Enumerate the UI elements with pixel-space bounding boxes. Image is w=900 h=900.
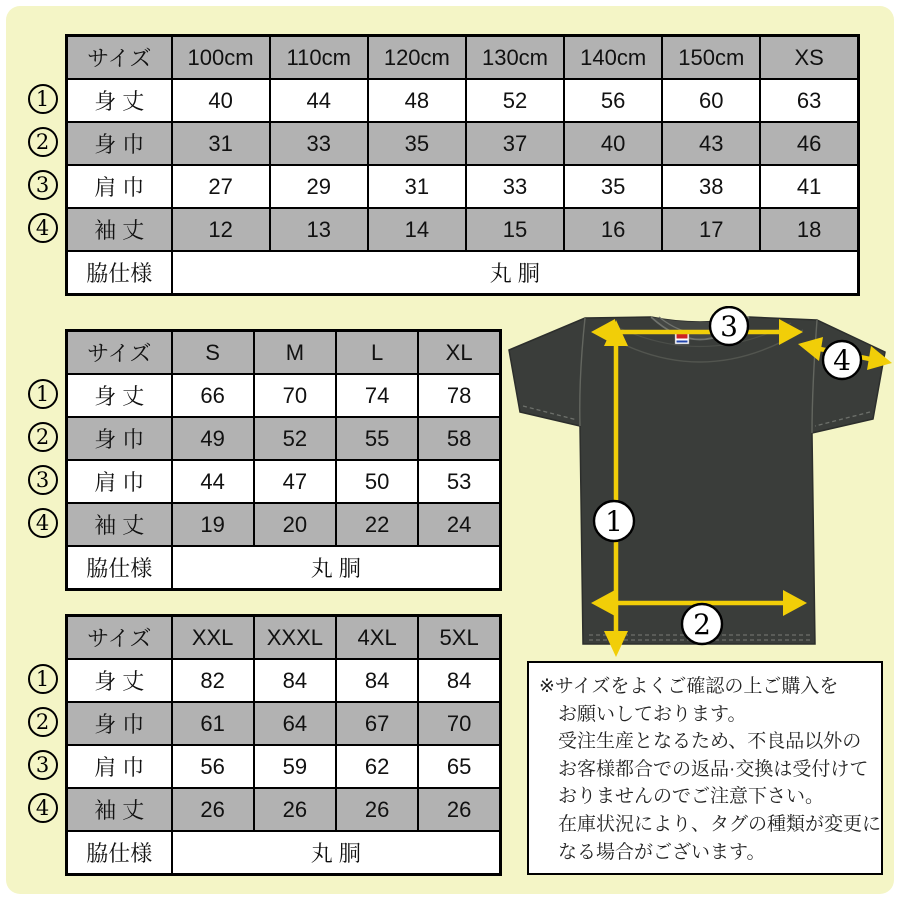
row-label-cell: 肩 巾 [67,165,172,208]
measurement-cell: 58 [418,417,500,460]
size-column-header: XL [418,331,500,375]
svg-text:3: 3 [720,310,738,343]
measurement-cell: 49 [172,417,254,460]
size-table-section-big [20,614,502,876]
size-column-header: 5XL [418,616,500,660]
measurement-cell: 31 [368,165,466,208]
measurement-cell: 52 [466,79,564,122]
circled-number: 2 [28,127,58,157]
row-label-cell: 身 巾 [67,702,172,745]
measurement-cell: 78 [418,374,500,417]
measurement-cell: 50 [336,460,418,503]
measurement-cell: 27 [172,165,270,208]
circled-number: 1 [28,379,58,409]
size-column-header: 100cm [172,36,270,80]
size-table-section-kids [20,34,860,296]
side-spec-value-cell: 丸 胴 [172,251,859,295]
measure-number-slot [20,657,65,700]
size-column-header: XXXL [254,616,336,660]
measurement-cell: 52 [254,417,336,460]
measurement-cell: 26 [254,788,336,831]
measure-number-slot [20,372,65,415]
measurement-cell: 26 [418,788,500,831]
measurement-cell: 35 [368,122,466,165]
measure-number-column [20,614,65,876]
row-label-cell: 身 巾 [67,122,172,165]
row-label-cell: 袖 丈 [67,208,172,251]
size-column-header: 130cm [466,36,564,80]
measurement-cell: 55 [336,417,418,460]
size-column-header: 150cm [662,36,760,80]
size-column-header: XXL [172,616,254,660]
size-header-cell: サイズ [67,331,172,375]
measure-number-slot [20,415,65,458]
measurement-cell: 18 [760,208,858,251]
notice-line: お願いしております。 [558,703,747,725]
measurement-cell: 13 [270,208,368,251]
row-label-cell: 身 丈 [67,374,172,417]
measurement-cell: 65 [418,745,500,788]
marker-4 [823,341,861,379]
size-table-big [65,614,502,876]
measurement-cell: 84 [336,659,418,702]
measurement-cell: 22 [336,503,418,546]
measurement-cell: 62 [336,745,418,788]
measurement-cell: 53 [418,460,500,503]
measurement-cell: 60 [662,79,760,122]
measurement-cell: 17 [662,208,760,251]
circled-number: 2 [28,422,58,452]
measurement-cell: 43 [662,122,760,165]
measure-number-slot [20,206,65,249]
measurement-cell: 64 [254,702,336,745]
measurement-cell: 70 [418,702,500,745]
measurement-cell: 12 [172,208,270,251]
measurement-cell: 26 [172,788,254,831]
size-table-adult [65,329,502,591]
measurement-cell: 74 [336,374,418,417]
measurement-cell: 31 [172,122,270,165]
side-spec-label-cell: 脇仕様 [67,831,172,875]
size-column-header: XS [760,36,858,80]
circled-number: 1 [28,664,58,694]
measurement-cell: 15 [466,208,564,251]
side-spec-value-cell: 丸 胴 [172,546,501,590]
row-label-cell: 身 丈 [67,659,172,702]
measurement-cell: 40 [172,79,270,122]
circled-number: 2 [28,707,58,737]
circled-number: 1 [28,84,58,114]
measurement-cell: 14 [368,208,466,251]
size-header-cell: サイズ [67,616,172,660]
svg-text:4: 4 [833,344,851,377]
measure-number-column [20,329,65,591]
measurement-cell: 63 [760,79,858,122]
measurement-cell: 41 [760,165,858,208]
measurement-cell: 59 [254,745,336,788]
side-spec-label-cell: 脇仕様 [67,546,172,590]
measurement-cell: 38 [662,165,760,208]
size-column-header: 4XL [336,616,418,660]
measurement-cell: 37 [466,122,564,165]
measure-number-slot [20,700,65,743]
measurement-cell: 44 [270,79,368,122]
svg-text:2: 2 [693,608,711,641]
tshirt-measure-diagram [505,306,897,660]
measure-number-slot [20,786,65,829]
measure-number-slot [20,120,65,163]
purchase-notice-box [527,661,883,875]
measurement-cell: 84 [254,659,336,702]
marker-2 [682,604,722,644]
notice-line: なる場合がございます。 [558,841,766,863]
measurement-cell: 56 [172,745,254,788]
measure-number-column [20,34,65,296]
size-header-cell: サイズ [67,36,172,80]
measurement-cell: 56 [564,79,662,122]
measurement-cell: 47 [254,460,336,503]
size-column-header: L [336,331,418,375]
measurement-cell: 33 [466,165,564,208]
measurement-cell: 48 [368,79,466,122]
measurement-cell: 16 [564,208,662,251]
row-label-cell: 身 丈 [67,79,172,122]
row-label-cell: 袖 丈 [67,503,172,546]
size-table-kids [65,34,860,296]
notice-line: お客様都合での返品·交換は受付けて [558,758,869,780]
marker-1 [594,501,634,541]
circled-number: 4 [28,793,58,823]
circled-number: 4 [28,213,58,243]
circled-number: 3 [28,170,58,200]
measurement-cell: 29 [270,165,368,208]
row-label-cell: 身 巾 [67,417,172,460]
measure-number-slot [20,77,65,120]
measure-number-slot [20,458,65,501]
measurement-cell: 66 [172,374,254,417]
notice-line: 受注生産となるため、不良品以外の [558,731,862,753]
row-label-cell: 肩 巾 [67,460,172,503]
measurement-cell: 33 [270,122,368,165]
measurement-cell: 19 [172,503,254,546]
measurement-cell: 84 [418,659,500,702]
notice-line: おりませんのでご注意下さい。 [558,786,825,808]
measurement-cell: 70 [254,374,336,417]
measurement-cell: 82 [172,659,254,702]
measure-number-slot [20,163,65,206]
size-column-header: 110cm [270,36,368,80]
measurement-cell: 67 [336,702,418,745]
size-column-header: 140cm [564,36,662,80]
size-column-header: 120cm [368,36,466,80]
size-column-header: M [254,331,336,375]
measure-number-slot [20,743,65,786]
marker-3 [710,307,748,345]
row-label-cell: 袖 丈 [67,788,172,831]
circled-number: 3 [28,750,58,780]
side-spec-value-cell: 丸 胴 [172,831,501,875]
measure-number-slot [20,501,65,544]
circled-number: 4 [28,508,58,538]
measurement-cell: 40 [564,122,662,165]
size-column-header: S [172,331,254,375]
measurement-cell: 61 [172,702,254,745]
side-spec-label-cell: 脇仕様 [67,251,172,295]
size-table-section-adult [20,329,502,591]
circled-number: 3 [28,465,58,495]
notice-line: 在庫状況により、タグの種類が変更に [558,813,882,835]
notice-line: ※サイズをよくご確認の上ご購入を [539,676,839,697]
measurement-cell: 24 [418,503,500,546]
svg-text:1: 1 [605,505,623,538]
row-label-cell: 肩 巾 [67,745,172,788]
measurement-cell: 26 [336,788,418,831]
measurement-cell: 35 [564,165,662,208]
measurement-cell: 20 [254,503,336,546]
measurement-cell: 44 [172,460,254,503]
measurement-cell: 46 [760,122,858,165]
